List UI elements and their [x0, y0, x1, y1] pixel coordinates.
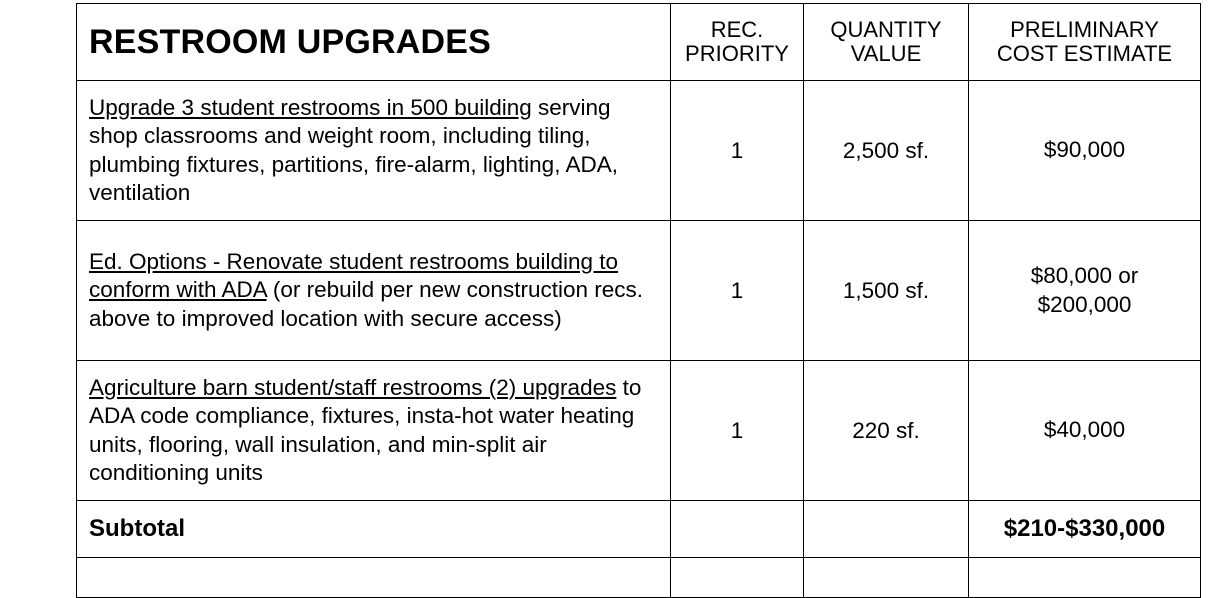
item-cost: [969, 361, 1201, 501]
item-description-text: (or rebuild per new construction recs. above to improved location with secure access): [89, 277, 643, 331]
table-row: [77, 361, 1201, 501]
subtotal-row: [77, 501, 1201, 558]
empty-cell: [77, 558, 671, 598]
item-description-underlined: Ed. Options - Renovate student restrooms building to conform with ADA: [89, 248, 619, 303]
empty-cell: [804, 558, 969, 598]
priority-header-line-2: PRIORITY: [685, 41, 789, 66]
empty-cell: [969, 558, 1201, 598]
item-priority: 1: [671, 361, 804, 501]
quantity-header-line-1: QUANTITY: [830, 17, 942, 42]
item-priority: 1: [671, 81, 804, 221]
quantity-header-line-2: VALUE: [850, 41, 922, 66]
item-cost: [969, 221, 1201, 361]
table-row: [77, 81, 1201, 221]
item-description-text: serving shop classrooms and weight room, including tiling, plumbing fixtures, partitions, fire-alarm, lighting, ADA, ventilation: [89, 94, 618, 205]
item-quantity: 2,500 sf.: [804, 81, 969, 221]
subtotal-value: $210-$330,000: [969, 501, 1201, 558]
priority-header-line-1: REC.: [710, 17, 764, 42]
item-description-text: to ADA code compliance, fixtures, insta-hot water heating units, flooring, wall insulation, and min-split air conditioning units: [89, 374, 642, 485]
subtotal-quantity-empty: [804, 501, 969, 558]
item-quantity: 220 sf.: [804, 361, 969, 501]
subtotal-priority-empty: [671, 501, 804, 558]
item-description: [77, 221, 671, 361]
quantity-column-header: [804, 4, 969, 81]
item-cost: [969, 81, 1201, 221]
item-quantity: 1,500 sf.: [804, 221, 969, 361]
next-table-row-partial: [77, 558, 1201, 598]
item-description: [77, 81, 671, 221]
table-row: [77, 221, 1201, 361]
priority-column-header: [671, 4, 804, 81]
restroom-upgrades-table: [76, 3, 1201, 598]
table-header-row: [77, 4, 1201, 81]
item-description-underlined: Agriculture barn student/staff restrooms (2) upgrades: [89, 374, 617, 400]
item-cost-line-1: $80,000 or: [1030, 263, 1139, 288]
item-cost-line-1: $90,000: [1043, 137, 1126, 163]
section-title: RESTROOM UPGRADES: [77, 4, 671, 81]
item-cost-line-1: $40,000: [1043, 417, 1126, 443]
cost-header-line-1: PRELIMINARY: [1010, 17, 1159, 42]
item-description: [77, 361, 671, 501]
cost-column-header: [969, 4, 1201, 81]
cost-header-line-2: COST ESTIMATE: [996, 41, 1173, 66]
item-priority: 1: [671, 221, 804, 361]
empty-cell: [671, 558, 804, 598]
item-description-underlined: Upgrade 3 student restrooms in 500 building: [89, 94, 532, 120]
item-cost-line-2: $200,000: [1037, 291, 1132, 317]
subtotal-label: Subtotal: [77, 501, 671, 558]
